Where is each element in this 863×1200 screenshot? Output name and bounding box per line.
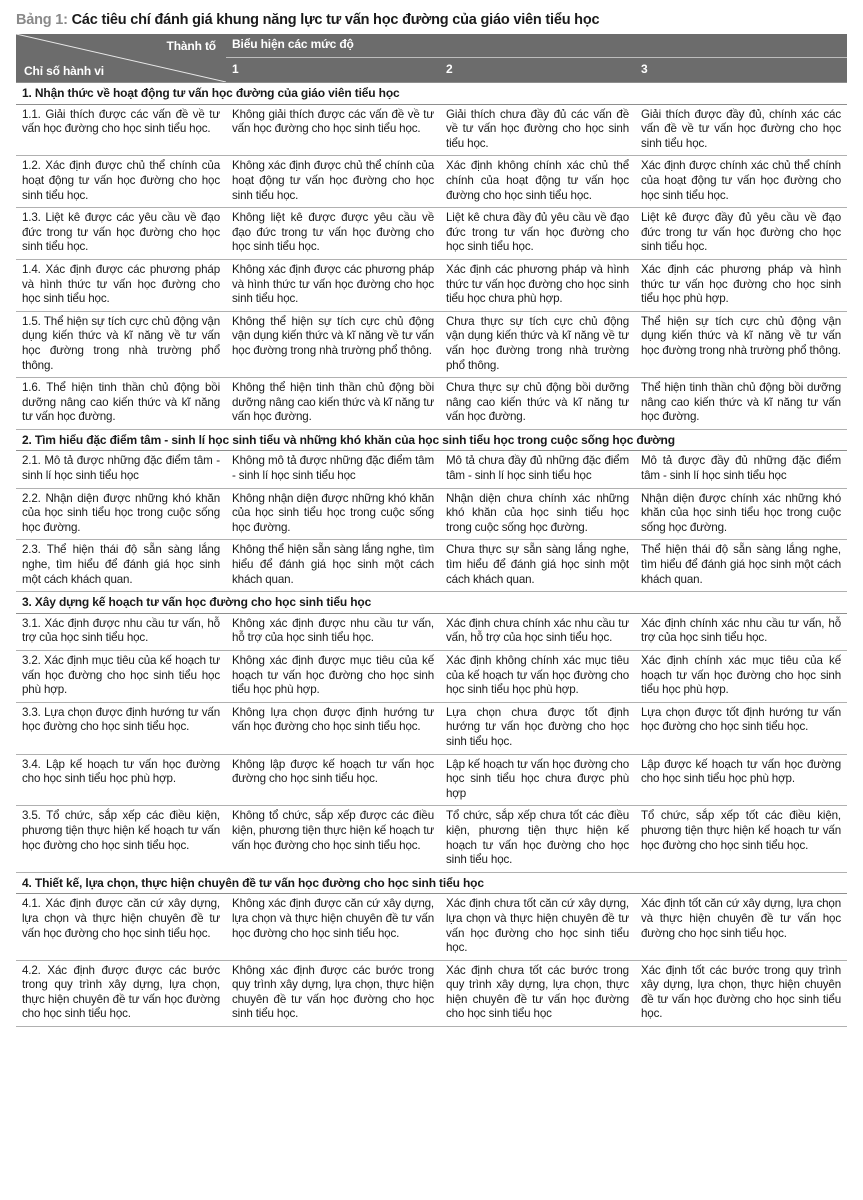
level-3-cell: Giải thích được đầy đủ, chính xác các vấn đề về tư vấn học đường cho học sinh tiểu học. xyxy=(635,104,847,156)
level-1-cell: Không thể hiện sẵn sàng lắng nghe, tìm hiểu để đánh giá học sinh một cách khách quan. xyxy=(226,540,440,592)
indicator-cell: 1.5. Thể hiện sự tích cực chủ động vận dụng kiến thức và kĩ năng về tư vấn học đường trong nhà trường phổ thông. xyxy=(16,311,226,377)
level-3-cell: Tổ chức, sắp xếp tốt các điều kiện, phương tiện thực hiện kế hoạch tư vấn học đường cho học sinh tiểu học. xyxy=(635,806,847,872)
level-3-cell: Thể hiện tinh thần chủ động bồi dưỡng nâng cao kiến thức và kĩ năng tư vấn học đường. xyxy=(635,378,847,430)
caption-title: Các tiêu chí đánh giá khung năng lực tư vấn học đường của giáo viên tiểu học xyxy=(71,12,600,28)
level-header-2: 2 xyxy=(440,57,635,82)
level-1-cell: Không xác định được nhu cầu tư vấn, hỗ trợ của học sinh tiểu học. xyxy=(226,613,440,650)
table-row xyxy=(16,960,847,1026)
level-2-cell: Lựa chọn chưa được tốt định hướng tư vấn học đường cho học sinh tiểu học. xyxy=(440,702,635,754)
table-row xyxy=(16,613,847,650)
level-2-cell: Chưa thực sự sẵn sàng lắng nghe, tìm hiểu để đánh giá học sinh một cách khách quan. xyxy=(440,540,635,592)
section-header-row xyxy=(16,592,847,614)
table-row xyxy=(16,451,847,488)
level-2-cell: Chưa thực sự chủ động bồi dưỡng nâng cao kiến thức và kĩ năng tư vấn học đường. xyxy=(440,378,635,430)
table-row xyxy=(16,754,847,806)
section-title: 3. Xây dựng kế hoạch tư vấn học đường cho học sinh tiểu học xyxy=(16,592,847,614)
level-1-cell: Không nhận diện được những khó khăn của học sinh tiểu học trong cuộc sống học đường. xyxy=(226,488,440,540)
corner-bottom-label: Chỉ số hành vi xyxy=(24,64,104,79)
level-3-cell: Thể hiện sự tích cực chủ động vận dụng kiến thức và kĩ năng về tư vấn học đường trong nhà trường phổ thông. xyxy=(635,311,847,377)
level-3-cell: Xác định chính xác mục tiêu của kế hoạch tư vấn học đường cho học sinh tiểu học phù hợp. xyxy=(635,651,847,703)
level-2-cell: Chưa thực sự tích cực chủ động vận dụng kiến thức và kĩ năng về tư vấn học đường trong nhà trường phổ thông. xyxy=(440,311,635,377)
level-3-cell: Liệt kê được đầy đủ yêu cầu về đạo đức trong tư vấn học đường cho học sinh tiểu học. xyxy=(635,208,847,260)
table-row xyxy=(16,311,847,377)
level-3-cell: Xác định tốt căn cứ xây dựng, lựa chọn và thực hiện chuyên đề tư vấn học đường cho học sinh tiểu học. xyxy=(635,894,847,960)
level-1-cell: Không xác định được căn cứ xây dựng, lựa chọn và thực hiện chuyên đề tư vấn học đường cho học sinh tiểu học. xyxy=(226,894,440,960)
indicator-cell: 2.2. Nhận diện được những khó khăn của học sinh tiểu học trong cuộc sống học đường. xyxy=(16,488,226,540)
level-3-cell: Nhận diện được chính xác những khó khăn của học sinh tiểu học trong cuộc sống học đường. xyxy=(635,488,847,540)
level-2-cell: Xác định các phương pháp và hình thức tư vấn học đường cho học sinh tiểu học chưa phù hợp. xyxy=(440,259,635,311)
section-title: 1. Nhận thức về hoạt động tư vấn học đường của giáo viên tiểu học xyxy=(16,83,847,105)
table-row xyxy=(16,806,847,872)
level-1-cell: Không xác định được các bước trong quy trình xây dựng, lựa chọn, thực hiện chuyên đề tư vấn học đường cho học sinh tiểu học. xyxy=(226,960,440,1026)
table-row xyxy=(16,104,847,156)
section-header-row xyxy=(16,83,847,105)
level-header-3: 3 xyxy=(635,57,847,82)
level-1-cell: Không tổ chức, sắp xếp được các điều kiện, phương tiện thực hiện kế hoạch tư vấn học đường cho học sinh tiểu học. xyxy=(226,806,440,872)
level-3-cell: Xác định tốt các bước trong quy trình xây dựng, lựa chọn, thực hiện chuyên đề tư vấn học đường cho học sinh tiểu học. xyxy=(635,960,847,1026)
table-row xyxy=(16,378,847,430)
level-3-cell: Mô tả được đầy đủ những đặc điểm tâm - sinh lí học sinh tiểu học xyxy=(635,451,847,488)
table-row xyxy=(16,702,847,754)
level-2-cell: Nhận diện chưa chính xác những khó khăn của học sinh tiểu học trong cuộc sống học đường. xyxy=(440,488,635,540)
indicator-cell: 4.1. Xác định được căn cứ xây dựng, lựa chọn và thực hiện chuyên đề tư vấn học đường cho học sinh tiểu học. xyxy=(16,894,226,960)
level-2-cell: Xác định chưa chính xác nhu cầu tư vấn, hỗ trợ của học sinh tiểu học. xyxy=(440,613,635,650)
level-3-cell: Thể hiện thái độ sẵn sàng lắng nghe, tìm hiểu để đánh giá học sinh một cách khách quan. xyxy=(635,540,847,592)
table-row xyxy=(16,208,847,260)
table-row xyxy=(16,651,847,703)
section-title: 4. Thiết kế, lựa chọn, thực hiện chuyên đề tư vấn học đường cho học sinh tiểu học xyxy=(16,872,847,894)
indicator-cell: 3.4. Lập kế hoạch tư vấn học đường cho học sinh tiểu học phù hợp. xyxy=(16,754,226,806)
level-2-cell: Tổ chức, sắp xếp chưa tốt các điều kiện, phương tiện thực hiện kế hoạch tư vấn học đường cho học sinh tiểu học. xyxy=(440,806,635,872)
indicator-cell: 3.5. Tổ chức, sắp xếp các điều kiện, phương tiện thực hiện kế hoạch tư vấn học đường cho học sinh tiểu học. xyxy=(16,806,226,872)
level-2-cell: Giải thích chưa đầy đủ các vấn đề về tư vấn học đường cho học sinh tiểu học. xyxy=(440,104,635,156)
indicator-cell: 4.2. Xác định được được các bước trong quy trình xây dựng, lựa chọn, thực hiện chuyên đề tư vấn học đường cho học sinh tiểu học. xyxy=(16,960,226,1026)
level-1-cell: Không thể hiện sự tích cực chủ động vận dụng kiến thức và kĩ năng về tư vấn học đường trong nhà trường phổ thông. xyxy=(226,311,440,377)
table-row xyxy=(16,259,847,311)
level-1-cell: Không liệt kê được được yêu cầu về đạo đức trong tư vấn học đường cho học sinh tiểu học. xyxy=(226,208,440,260)
level-1-cell: Không mô tả được những đặc điểm tâm - sinh lí học sinh tiểu học xyxy=(226,451,440,488)
indicator-cell: 1.3. Liệt kê được các yêu cầu về đạo đức trong tư vấn học đường cho học sinh tiểu học. xyxy=(16,208,226,260)
level-1-cell: Không giải thích được các vấn đề về tư vấn học đường cho học sinh tiểu học. xyxy=(226,104,440,156)
indicator-cell: 2.3. Thể hiện thái độ sẵn sàng lắng nghe, tìm hiểu để đánh giá học sinh một cách khách quan. xyxy=(16,540,226,592)
table-row xyxy=(16,894,847,960)
indicator-cell: 3.1. Xác định được nhu cầu tư vấn, hỗ trợ của học sinh tiểu học. xyxy=(16,613,226,650)
level-3-cell: Xác định chính xác nhu cầu tư vấn, hỗ trợ của học sinh tiểu học. xyxy=(635,613,847,650)
level-2-cell: Liệt kê chưa đầy đủ yêu cầu về đạo đức trong tư vấn học đường cho học sinh tiểu học. xyxy=(440,208,635,260)
level-1-cell: Không xác định được chủ thể chính của hoạt động tư vấn học đường cho học sinh tiểu học. xyxy=(226,156,440,208)
level-1-cell: Không thể hiện tinh thần chủ động bồi dưỡng nâng cao kiến thức và kĩ năng tư vấn học đường. xyxy=(226,378,440,430)
level-3-cell: Xác định được chính xác chủ thể chính của hoạt động tư vấn học đường cho học sinh tiểu học. xyxy=(635,156,847,208)
level-1-cell: Không xác định được các phương pháp và hình thức tư vấn học đường cho học sinh tiểu học. xyxy=(226,259,440,311)
level-header-1: 1 xyxy=(226,57,440,82)
level-3-cell: Lập được kế hoạch tư vấn học đường cho học sinh tiểu học phù hợp. xyxy=(635,754,847,806)
level-2-cell: Lập kế hoạch tư vấn học đường cho học sinh tiểu học chưa được phù hợp xyxy=(440,754,635,806)
level-3-cell: Lựa chọn được tốt định hướng tư vấn học đường cho học sinh tiểu học. xyxy=(635,702,847,754)
section-header-row xyxy=(16,429,847,451)
indicator-cell: 1.1. Giải thích được các vấn đề về tư vấn học đường cho học sinh tiểu học. xyxy=(16,104,226,156)
table-row xyxy=(16,540,847,592)
indicator-cell: 1.2. Xác định được chủ thể chính của hoạt động tư vấn học đường cho học sinh tiểu học. xyxy=(16,156,226,208)
indicator-cell: 2.1. Mô tả được những đặc điểm tâm - sinh lí học sinh tiểu học xyxy=(16,451,226,488)
indicator-cell: 1.4. Xác định được các phương pháp và hình thức tư vấn học đường cho học sinh tiểu học. xyxy=(16,259,226,311)
level-1-cell: Không lựa chọn được định hướng tư vấn học đường cho học sinh tiểu học. xyxy=(226,702,440,754)
caption-label: Bảng 1: xyxy=(16,12,68,28)
indicator-cell: 3.3. Lựa chọn được định hướng tư vấn học đường cho học sinh tiểu học. xyxy=(16,702,226,754)
section-header-row xyxy=(16,872,847,894)
level-1-cell: Không lập được kế hoạch tư vấn học đường cho học sinh tiểu học. xyxy=(226,754,440,806)
section-title: 2. Tìm hiểu đặc điểm tâm - sinh lí học sinh tiểu và những khó khăn của học sinh tiểu học trong cuộc sống học đường xyxy=(16,429,847,451)
corner-top-label: Thành tố xyxy=(166,39,216,53)
criteria-table xyxy=(16,34,847,1027)
table-row xyxy=(16,156,847,208)
level-3-cell: Xác định các phương pháp và hình thức tư vấn học đường cho học sinh tiểu học phù hợp. xyxy=(635,259,847,311)
levels-title: Biểu hiện các mức độ xyxy=(226,34,847,57)
level-2-cell: Mô tả chưa đầy đủ những đặc điểm tâm - sinh lí học sinh tiểu học xyxy=(440,451,635,488)
level-2-cell: Xác định không chính xác chủ thể chính của hoạt động tư vấn học đường cho học sinh tiểu học. xyxy=(440,156,635,208)
level-2-cell: Xác định không chính xác mục tiêu của kế hoạch tư vấn học đường cho học sinh tiểu học phù hợp. xyxy=(440,651,635,703)
table-row xyxy=(16,488,847,540)
table-caption xyxy=(16,10,847,30)
level-2-cell: Xác định chưa tốt căn cứ xây dựng, lựa chọn và thực hiện chuyên đề tư vấn học đường cho học sinh tiểu học. xyxy=(440,894,635,960)
level-2-cell: Xác định chưa tốt các bước trong quy trình xây dựng, lựa chọn, thực hiện chuyên đề tư vấn học đường cho học sinh tiểu học xyxy=(440,960,635,1026)
indicator-cell: 1.6. Thể hiện tinh thần chủ động bồi dưỡng nâng cao kiến thức và kĩ năng tư vấn học đường. xyxy=(16,378,226,430)
header-corner-cell xyxy=(16,34,226,83)
indicator-cell: 3.2. Xác định mục tiêu của kế hoạch tư vấn học đường cho học sinh tiểu học phù hợp. xyxy=(16,651,226,703)
table-body xyxy=(16,83,847,1027)
level-1-cell: Không xác định được mục tiêu của kế hoạch tư vấn học đường cho học sinh tiểu học phù hợp. xyxy=(226,651,440,703)
